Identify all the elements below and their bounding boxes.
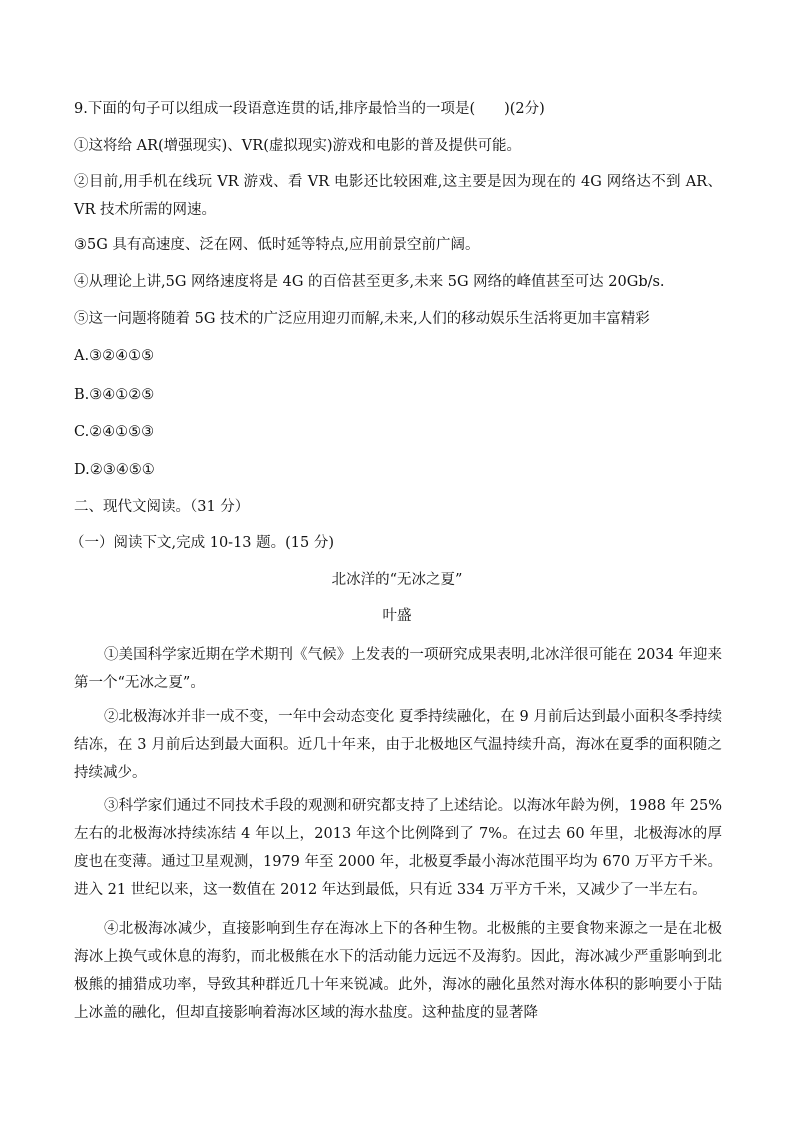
sentence-2: ②目前,用手机在线玩 VR 游戏、看 VR 电影还比较困难,这主要是因为现在的 4G 网络达不到 AR、VR 技术所需的网速。 xyxy=(74,174,722,218)
article-paragraph-3: ③科学家们通过不同技术手段的观测和研究都支持了上述结论。以海冰年龄为例，1988 年 25%左右的北极海冰持续冻结 4 年以上，2013 年这个比例降到了 7%。在过去 60 年里，北极海冰的厚度也在变薄。通过卫星观测，1979 年至 2000 年，北极夏季最小海冰范围平均为 670 万平方千米。进入 21 世纪以来，这一数值在 2012 年达到最低，只有近 334 万平方千米，又减少了一半左右。 xyxy=(74,798,722,898)
option-c: C.②④①⑤③ xyxy=(74,424,155,440)
section-subheading: （一）阅读下文,完成 10-13 题。(15 分) xyxy=(70,535,335,551)
section-heading: 二、现代文阅读。（31 分） xyxy=(74,499,250,515)
sentence-4: ④从理论上讲,5G 网络速度将是 4G 的百倍甚至更多,未来 5G 网络的峰值甚至可达 20Gb/s. xyxy=(74,274,665,290)
option-d: D.②③④⑤① xyxy=(74,462,155,478)
article-paragraph-4: ④北极海冰减少，直接影响到生存在海冰上下的各种生物。北极熊的主要食物来源之一是在北极海冰上换气或休息的海豹，而北极熊在水下的活动能力远远不及海豹。因此，海冰减少严重影响到北极熊的捕猎成功率，导致其种群近几十年来锐减。此外，海冰的融化虽然对海水体积的影响要小于陆上冰盖的融化，但却直接影响着海冰区域的海水盐度。这种盐度的显著降 xyxy=(74,921,722,1021)
option-a: A.③②④①⑤ xyxy=(74,348,155,364)
sentence-3: ③5G 具有高速度、泛在网、低时延等特点,应用前景空前广阔。 xyxy=(74,237,480,253)
question-9-stem: 9.下面的句子可以组成一段语意连贯的话,排序最恰当的一项是( )(2分) xyxy=(74,101,545,117)
article-title: 北冰洋的“无冰之夏” xyxy=(331,572,463,588)
article-author: 叶盛 xyxy=(382,608,412,624)
article-paragraph-2: ②北极海冰并非一成不变，一年中会动态变化 夏季持续融化，在 9 月前后达到最小面积冬季持续结冻，在 3 月前后达到最大面积。近几十年来，由于北极地区气温持续升高，海冰在夏季的面积随之持续减少。 xyxy=(74,709,722,781)
option-b: B.③④①②⑤ xyxy=(74,387,155,403)
sentence-5: ⑤这一问题将随着 5G 技术的广泛应用迎刃而解,未来,人们的移动娱乐生活将更加丰富精彩 xyxy=(74,311,650,327)
sentence-1: ①这将给 AR(增强现实)、VR(虚拟现实)游戏和电影的普及提供可能。 xyxy=(74,138,522,154)
article-paragraph-1: ①美国科学家近期在学术期刊《气候》上发表的一项研究成果表明,北冰洋很可能在 2034 年迎来第一个“无冰之夏”。 xyxy=(74,647,722,691)
